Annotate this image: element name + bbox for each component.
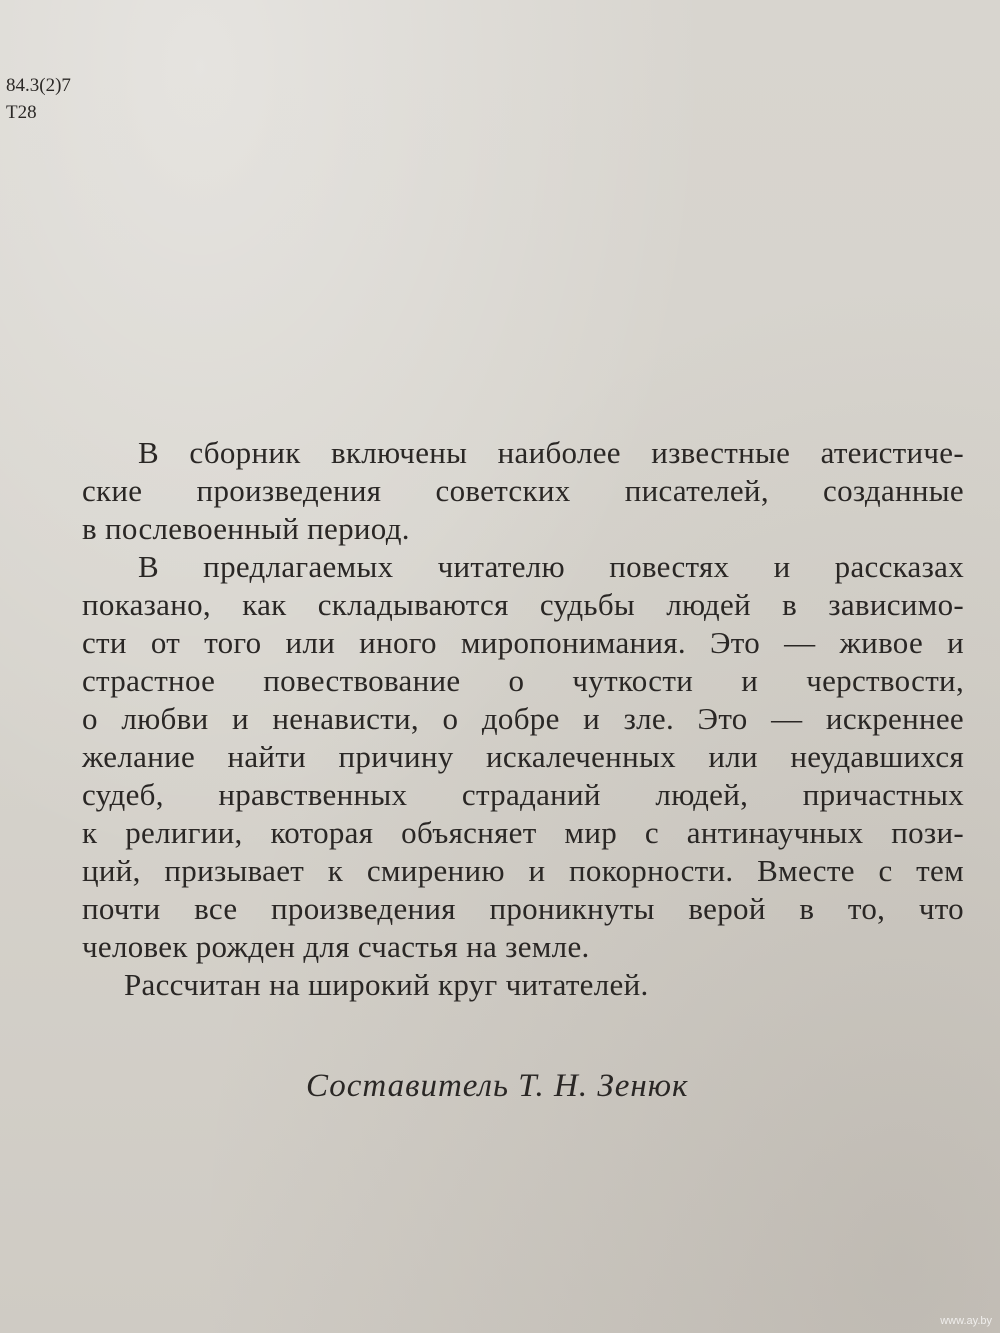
annotation-line: В сборник включены наиболее известные атеистиче-: [138, 435, 964, 470]
annotation-line: человек рожден для счастья на земле.: [82, 929, 590, 964]
annotation-line: желание найти причину искалеченных или неудавшихся: [82, 739, 964, 774]
annotation-line: почти все произведения проникнуты верой в то, что: [82, 891, 964, 926]
annotation-text: [82, 434, 964, 1004]
annotation-line: в послевоенный период.: [82, 511, 410, 546]
annotation-line: судеб, нравственных страданий людей, причастных: [82, 777, 964, 812]
compiler-credit: Составитель Т. Н. Зенюк: [306, 1068, 689, 1104]
library-classification: [6, 72, 71, 126]
site-watermark: www.ay.by: [940, 1315, 992, 1327]
annotation-line: Рассчитан на широкий круг читателей.: [124, 967, 649, 1002]
annotation-line: показано, как складываются судьбы людей в зависимо-: [82, 587, 964, 622]
annotation-line: сти от того или иного миропонимания. Это — живое и: [82, 625, 964, 660]
author-mark: Т28: [6, 102, 37, 123]
annotation-line: В предлагаемых читателю повестях и рассказах: [138, 549, 964, 584]
bbk-index: 84.3(2)7: [6, 75, 71, 96]
annotation-line: о любви и ненависти, о добре и зле. Это — искреннее: [82, 701, 964, 736]
annotation-line: ций, призывает к смирению и покорности. Вместе с тем: [82, 853, 964, 888]
annotation-line: к религии, которая объясняет мир с антинаучных пози-: [82, 815, 964, 850]
annotation-line: страстное повествование о чуткости и черствости,: [82, 663, 964, 698]
annotation-line: ские произведения советских писателей, созданные: [82, 473, 964, 508]
